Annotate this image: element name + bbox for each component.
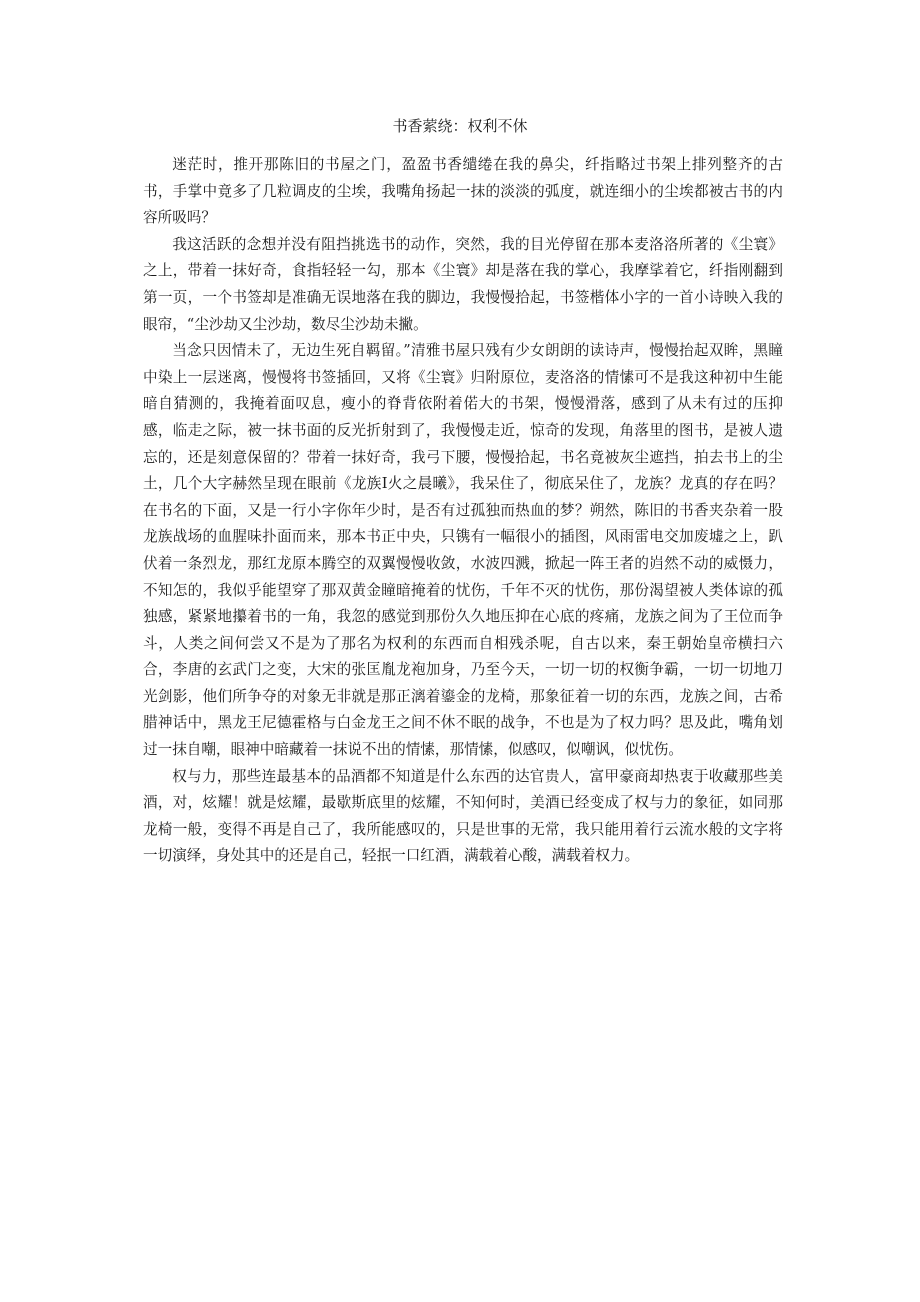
document-title: 书香萦绕：权利不休 <box>392 117 528 135</box>
paragraph: 迷茫时，推开那陈旧的书屋之门，盈盈书香缱绻在我的鼻尖，纤指略过书架上排列整齐的古书，手掌中竟多了几粒调皮的尘埃，我嘴角扬起一抹的淡淡的弧度，就连细小的尘埃都被古书的内容所吸吗？ <box>143 156 783 227</box>
paragraph: 权与力，那些连最基本的品酒都不知道是什么东西的达官贵人，富甲豪商却热衷于收藏那些美酒，对，炫耀！就是炫耀，最歇斯底里的炫耀，不知何时，美酒已经变成了权与力的象征，如同那龙椅一般，变得不再是自己了，我所能感叹的，只是世事的无常，我只能用着行云流水般的文字将一切演绎，身处其中的还是自己，轻抿一口红酒，满载着心酸，满载着权力。 <box>143 767 783 865</box>
paragraph: 我这活跃的念想并没有阻挡挑选书的动作，突然，我的目光停留在那本麦洛洛所著的《尘寰》之上，带着一抹好奇，食指轻轻一勾，那本《尘寰》却是落在我的掌心，我摩挲着它，纤指刚翻到第一页，一个书签却是准确无误地落在我的脚边，我慢慢拾起，书签楷体小字的一首小诗映入我的眼帘，“尘沙劫又尘沙劫，数尽尘沙劫未撇。 <box>143 235 783 333</box>
paragraph: 当念只因情未了，无边生死自羁留。”清雅书屋只残有少女朗朗的读诗声，慢慢抬起双眸，黑瞳中染上一层迷离，慢慢将书签插回，又将《尘寰》归附原位，麦洛洛的情愫可不是我这种初中生能暗自猜测的，我掩着面叹息，瘦小的脊背依附着偌大的书架，慢慢滑落，感到了从未有过的压抑感，临走之际，被一抹书面的反光折射到了，我慢慢走近，惊奇的发现，角落里的图书，是被人遗忘的，还是刻意保留的？带着一抹好奇，我弓下腰，慢慢拾起，书名竟被灰尘遮挡，拍去书上的尘土，几个大字赫然呈现在眼前《龙族Ⅰ火之晨曦》，我呆住了，彻底呆住了，龙族？龙真的存在吗？在书名的下面，又是一行小字你年少时，是否有过孤独而热血的梦？朔然，陈旧的书香夹杂着一股龙族战场的血腥味扑面而来，那本书正中央，只镌有一幅很小的插图，风雨雷电交加废墟之上，趴伏着一条烈龙，那红龙原本腾空的双翼慢慢收敛，水波四溅，掀起一阵王者的岿然不动的威慑力，不知怎的，我似乎能望穿了那双黄金瞳暗掩着的忧伤，千年不灭的忧伤，那份渴望被人类体谅的孤独感，紧紧地攥着书的一角，我忽的感觉到那份久久地压抑在心底的疼痛，龙族之间为了王位而争斗，人类之间何尝又不是为了那名为权利的东西而自相残杀呢，自古以来，秦王朝始皇帝横扫六合，李唐的玄武门之变，大宋的张匡胤龙袍加身，乃至今天，一切一切的权衡争霸，一切一切地刀光剑影，他们所争夺的对象无非就是那正漓着鎏金的龙椅，那象征着一切的东西，龙族之间，古希腊神话中，黑龙王尼德霍格与白金龙王之间不休不眠的战争，不也是为了权力吗？思及此，嘴角划过一抹自嘲，眼神中暗藏着一抹说不出的情愫，那情愫，似感叹，似嘲讽，似忧伤。 <box>143 342 783 759</box>
document-body <box>143 152 783 870</box>
